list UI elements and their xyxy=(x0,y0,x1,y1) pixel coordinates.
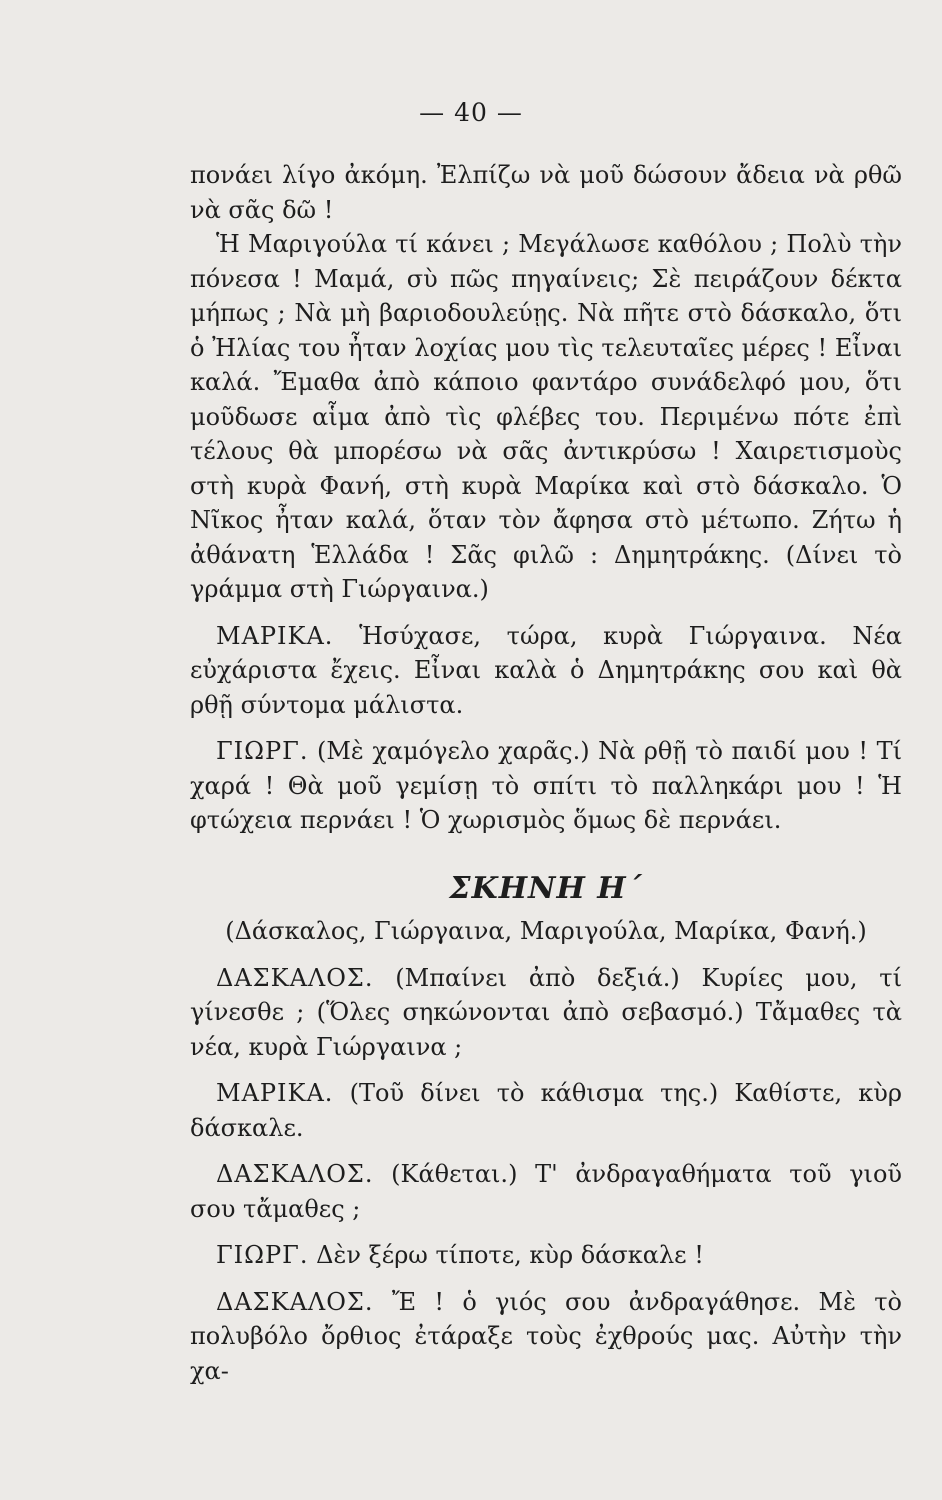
letter-paragraph: Ἡ Μαριγούλα τί κάνει ; Μεγάλωσε καθόλου ; Πολὺ τὴν πόνεσα ! Μαμά, σὺ πῶς πηγαίνεις; Σὲ πειράζουν δέκτα μήπως ; Νὰ μὴ βαριοδουλεύῃς. Νὰ πῆτε στὸ δάσκαλο, ὅτι ὁ Ἠλίας του ἦταν λοχίας μου τὶς τελευταῖες μέρες ! Εἶναι καλά. Ἔμαθα ἀπὸ κάποιο φαντάρο συνάδελφό μου, ὅτι μοῦδωσε αἷμα ἀπὸ τὶς φλέβες του. Περιμένω πότε ἐπὶ τέλους θὰ μπορέσω νὰ σᾶς ἀντικρύσω ! Χαιρετισμοὺς στὴ κυρὰ Φανή, στὴ κυρὰ Μαρίκα καὶ στὸ δάσκαλο. Ὁ Νῖκος ἦταν καλά, ὅταν τὸν ἄφησα στὸ μέτωπο. Ζήτω ἡ ἀθάνατη Ἑλλάδα ! Σᾶς φιλῶ : Δημητράκης. (Δίνει τὸ γράμμα στὴ Γιώργαινα.) xyxy=(190,230,902,603)
dialogue-line xyxy=(190,619,902,723)
dialogue-text: (Τοῦ δίνει τὸ κάθισμα της.) Καθίστε, κὺρ δάσκαλε. xyxy=(190,1079,902,1142)
speaker-name: ΔΑΣΚΑΛΟΣ. xyxy=(216,963,374,992)
speaker-name: ΓΙΩΡΓ. xyxy=(216,1241,309,1269)
page-text xyxy=(190,158,902,1388)
speaker-name: ΔΑΣΚΑΛΟΣ. xyxy=(216,1287,374,1316)
dialogue-text: Ἡσύχασε, τώρα, κυρὰ Γιώργαινα. Νέα εὐχάριστα ἔχεις. Εἶναι καλὰ ὁ Δημητράκης σου καὶ θὰ ρθῇ σύντομα μάλιστα. xyxy=(190,621,902,719)
speaker-name: ΜΑΡΙΚΑ. xyxy=(216,1079,334,1107)
letter-continuation: πονάει λίγο ἀκόμη. Ἐλπίζω νὰ μοῦ δώσουν ἄδεια νὰ ρθῶ νὰ σᾶς δῶ ! xyxy=(190,161,902,224)
scene-heading: ΣΚΗΝΗ Η΄ xyxy=(449,870,643,906)
dialogue-line xyxy=(190,734,902,838)
dialogue-line xyxy=(190,1076,902,1145)
speaker-name: ΔΑΣΚΑΛΟΣ. xyxy=(216,1160,374,1188)
dialogue-line xyxy=(190,1238,902,1273)
dialogue-text: (Κάθεται.) Τ' ἀνδραγαθήματα τοῦ γιοῦ σου τἄμαθες ; xyxy=(190,1160,902,1223)
page-number: — 40 — xyxy=(419,98,523,127)
dialogue-line xyxy=(190,1157,902,1226)
dialogue-text: Δὲν ξέρω τίποτε, κὺρ δάσκαλε ! xyxy=(316,1241,704,1269)
dialogue-text: Ἔ ! ὁ γιός σου ἀνδραγάθησε. Μὲ τὸ πολυβόλο ὄρθιος ἐτάραξε τοὺς ἐχθρούς μας. Αὐτὴν τὴν χα- xyxy=(190,1287,902,1385)
dialogue-line xyxy=(190,1285,902,1389)
speaker-name: ΜΑΡΙΚΑ. xyxy=(216,621,334,650)
speaker-name: ΓΙΩΡΓ. xyxy=(216,737,309,765)
dialogue-line xyxy=(190,961,902,1065)
dialogue-text: (Μὲ χαμόγελο χαρᾶς.) Νὰ ρθῇ τὸ παιδί μου ! Τί χαρά ! Θὰ μοῦ γεμίσῃ τὸ σπίτι τὸ παλληκάρι μου ! Ἡ φτώχεια περνάει ! Ὁ χωρισμὸς ὅμως δὲ περνάει. xyxy=(190,737,902,834)
dialogue-text: (Μπαίνει ἀπὸ δεξιά.) Κυρίες μου, τί γίνεσθε ; (Ὅλες σηκώνονται ἀπὸ σεβασμό.) Τἄμαθες τὰ νέα, κυρὰ Γιώργαινα ; xyxy=(190,963,902,1061)
scene-cast: (Δάσκαλος, Γιώργαινα, Μαριγούλα, Μαρίκα, Φανή.) xyxy=(225,917,867,945)
